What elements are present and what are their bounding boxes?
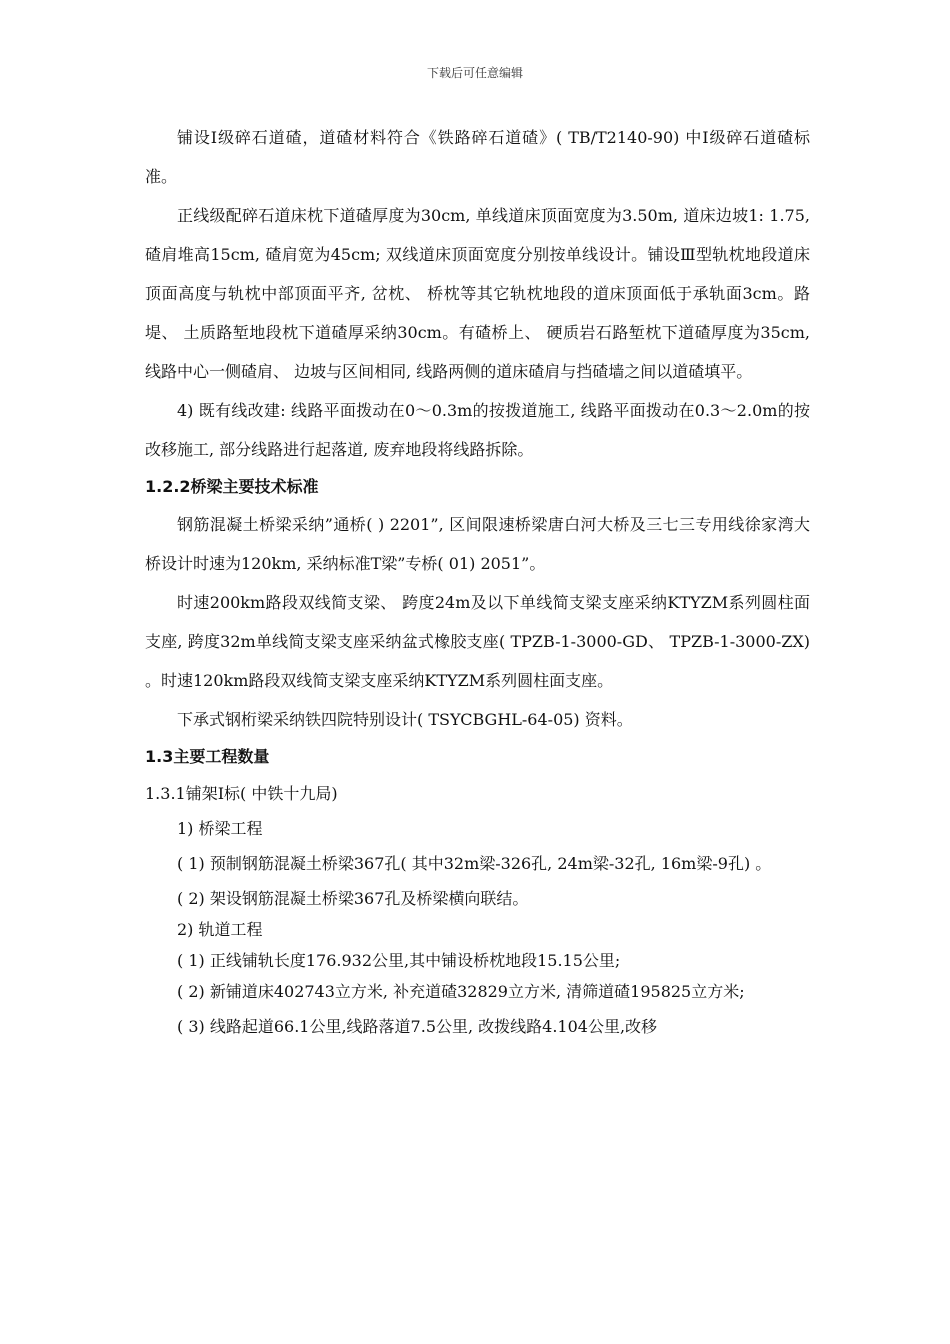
item-precast-beams: ( 1) 预制钢筋混凝土桥梁367孔( 其中32m梁-326孔, 24m梁-32孔, 16m梁-9孔) 。 [177, 854, 772, 873]
page-header: 下载后可任意编辑 [426, 66, 523, 80]
item-track-works: 2) 轨道工程 [177, 920, 263, 939]
paragraph-steel-truss: 下承式钢桁梁采纳铁四院特别设计( TSYCBGHL-64-05) 资料。 [177, 710, 633, 729]
item-track-lifting: ( 3) 线路起道66.1公里,线路落道7.5公里, 改拨线路4.104公里,改移 [177, 1017, 658, 1036]
subheading-section-1: 1.3.1铺架Ⅰ标( 中铁十九局) [145, 784, 338, 803]
item-erect-beams: ( 2) 架设钢筋混凝土桥梁367孔及桥梁横向联结。 [177, 889, 529, 908]
paragraph-existing-line: 4) 既有线改建: 线路平面拨动在0～0.3m的按拨道施工, 线路平面拨动在0.3～2.0m的按改移施工, 部分线路进行起落道, 废弃地段将线路拆除。 [145, 401, 810, 459]
item-new-ballast: ( 2) 新铺道床402743立方米, 补充道碴32829立方米, 清筛道碴195825立方米; [177, 982, 745, 1001]
item-main-track-length: ( 1) 正线铺轨长度176.932公里,其中铺设桥枕地段15.15公里; [177, 951, 621, 970]
item-bridge-works: 1) 桥梁工程 [177, 819, 263, 838]
paragraph-bridge-types: 钢筋混凝土桥梁采纳”通桥( ) 2201”, 区间限速桥梁唐白河大桥及三七三专用线徐家湾大桥设计时速为120km, 采纳标准T梁”专桥( 01) 2051”。 [145, 515, 810, 573]
heading-bridge-standards: 1.2.2桥梁主要技术标准 [145, 477, 319, 496]
paragraph-ballast-thickness: 正线级配碎石道床枕下道碴厚度为30cm, 单线道床顶面宽度为3.50m, 道床边坡1: 1.75, 碴肩堆高15cm, 碴肩宽为45cm; 双线道床顶面宽度分别按单线设计。铺设Ⅲ型轨枕地段道床顶面高度与轨枕中部顶面平齐, 岔枕、 桥枕等其它轨枕地段的道床顶面低于承轨面3cm。路堤、 土质路堑地段枕下道碴厚采纳30cm。有碴桥上、 硬质岩石路堑枕下道碴厚度为35cm, 线路中心一侧碴肩、 边坡与区间相同, 线路两侧的道床碴肩与挡碴墙之间以道碴填平。 [145, 206, 810, 381]
paragraph-bearings: 时速200km路段双线简支梁、 跨度24m及以下单线简支梁支座采纳KTYZM系列圆柱面支座, 跨度32m单线简支梁支座采纳盆式橡胶支座( TPZB-1-3000-GD、 TPZB-1-3000-ZX) 。时速120km路段双线简支梁支座采纳KTYZM系列圆柱面支座。 [145, 593, 810, 690]
document-body [145, 118, 810, 1046]
heading-main-quantities: 1.3主要工程数量 [145, 747, 270, 766]
paragraph-ballast-grade: 铺设Ⅰ级碎石道碴，道碴材料符合《铁路碎石道碴》( TB/T2140-90) 中Ⅰ级碎石道碴标准。 [145, 128, 810, 186]
